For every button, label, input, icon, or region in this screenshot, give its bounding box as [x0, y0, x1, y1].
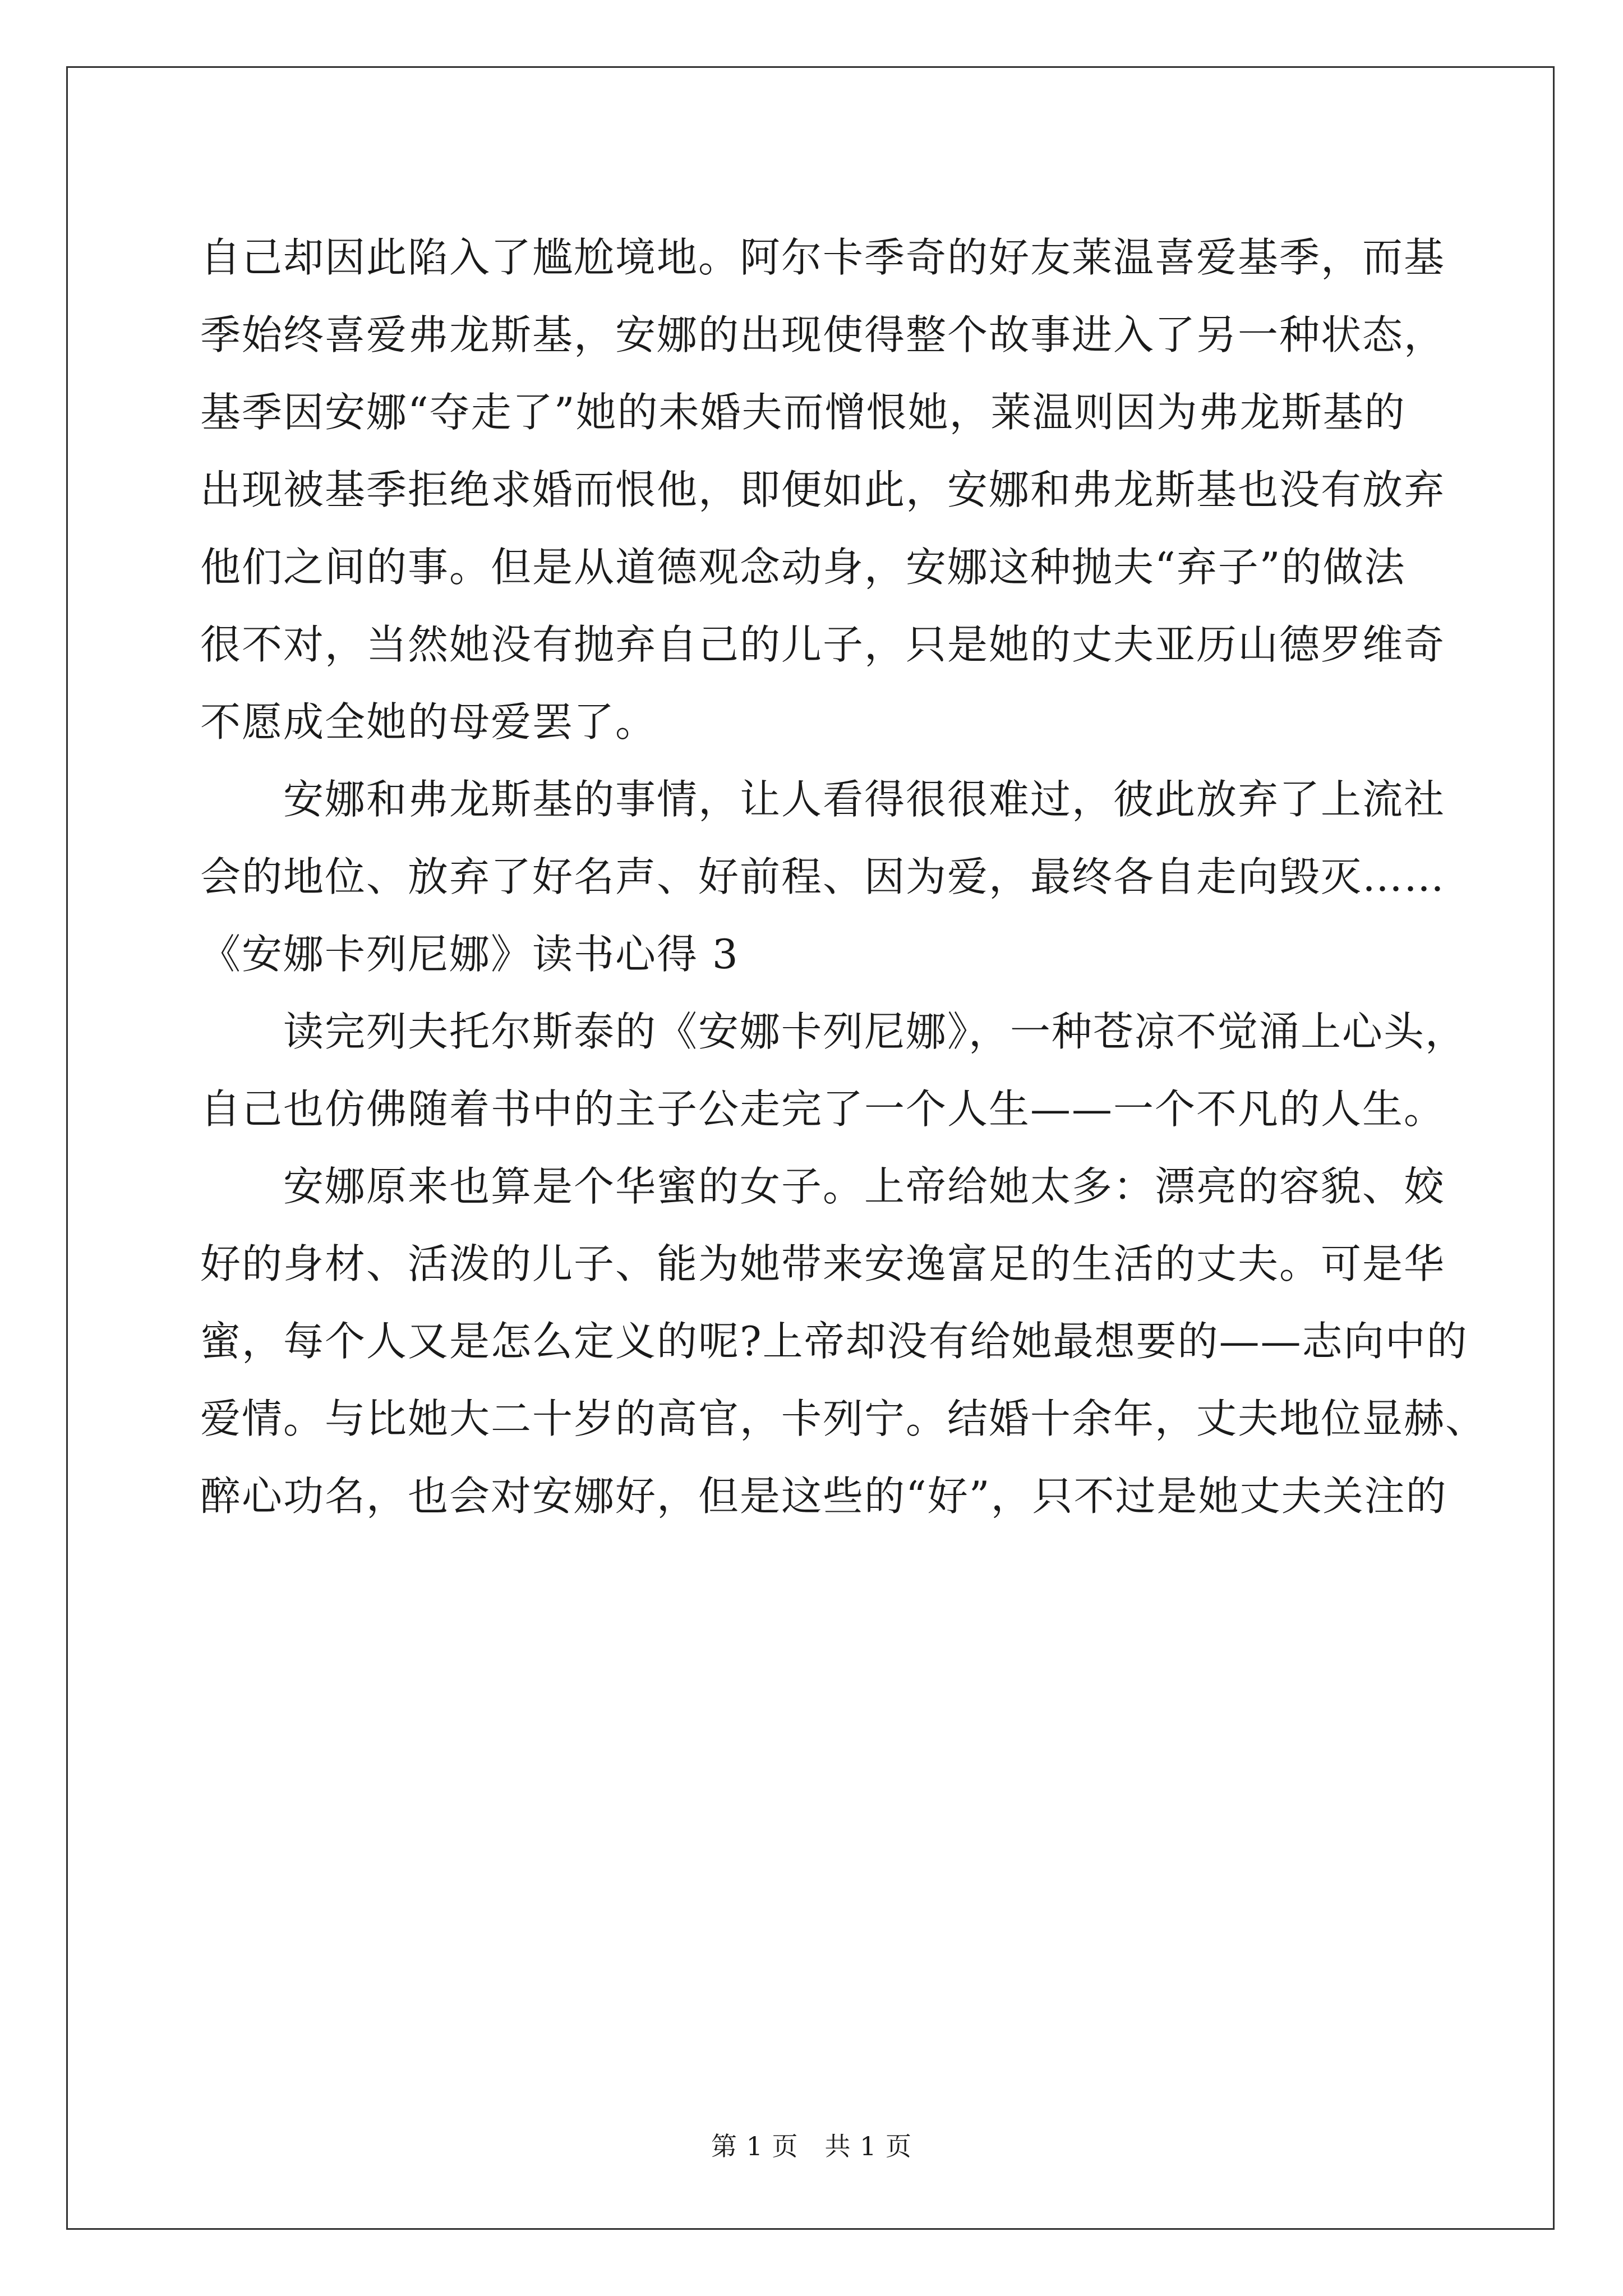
section-heading: 《安娜卡列尼娜》读书心得 3 — [200, 931, 739, 978]
text-line: 他们之间的事。但是从道德观念动身，安娜这种抛夫“弃子”的做法 — [200, 544, 1406, 591]
text-line: 很不对，当然她没有抛弃自己的儿子，只是她的丈夫亚历山德罗维奇 — [200, 621, 1446, 668]
text-line: 基季因安娜“夺走了”她的未婚夫而憎恨她，莱温则因为弗龙斯基的 — [200, 389, 1406, 436]
text-line: 会的地位、放弃了好名声、好前程、因为爱，最终各自走向毁灭…… — [200, 853, 1446, 900]
text-line: 季始终喜爱弗龙斯基，安娜的出现使得整个故事进入了另一种状态， — [200, 311, 1446, 358]
text-line: 蜜，每个人又是怎么定义的呢?上帝却没有给她最想要的——志向中的 — [200, 1318, 1468, 1365]
text-line: 不愿成全她的母爱罢了。 — [200, 698, 657, 746]
text-line: 爱情。与比她大二十岁的高官，卡列宁。结婚十余年，丈夫地位显赫、 — [200, 1395, 1487, 1442]
paragraph-start-line: 读完列夫托尔斯泰的《安娜卡列尼娜》，一种苍凉不觉涌上心头， — [283, 1008, 1467, 1055]
text-line: 出现被基季拒绝求婚而恨他，即便如此，安娜和弗龙斯基也没有放弃 — [200, 466, 1446, 513]
paragraph-start-line: 安娜和弗龙斯基的事情，让人看得很很难过，彼此放弃了上流社 — [283, 776, 1446, 823]
paragraph-start-line: 安娜原来也算是个华蜜的女子。上帝给她太多：漂亮的容貌、姣 — [283, 1163, 1446, 1210]
text-line: 自己却因此陷入了尴尬境地。阿尔卡季奇的好友莱温喜爱基季，而基 — [200, 234, 1446, 281]
text-line: 醉心功名，也会对安娜好，但是这些的“好”，只不过是她丈夫关注的 — [200, 1473, 1447, 1520]
page-number-footer: 第 1 页 共 1 页 — [711, 2131, 912, 2161]
text-line: 好的身材、活泼的儿子、能为她带来安逸富足的生活的丈夫。可是华 — [200, 1240, 1446, 1287]
text-line: 自己也仿佛随着书中的主子公走完了一个人生——一个不凡的人生。 — [200, 1085, 1446, 1133]
document-body — [200, 219, 1487, 1535]
